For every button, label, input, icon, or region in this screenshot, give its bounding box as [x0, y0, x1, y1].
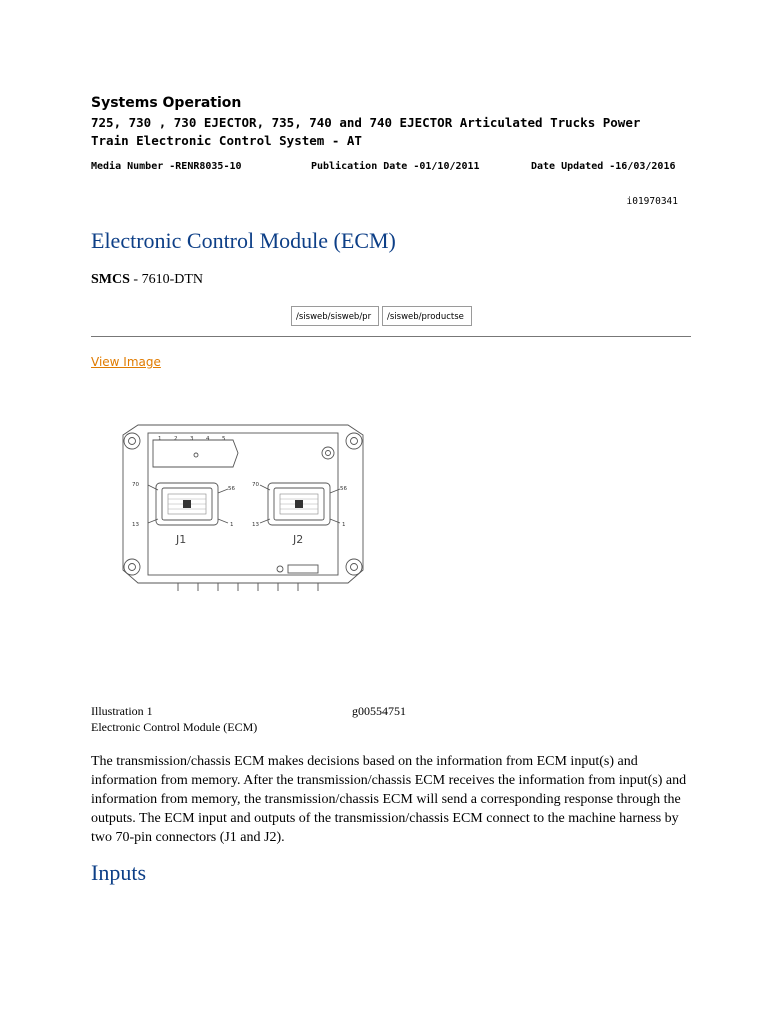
top-pin-label: 2	[174, 436, 178, 442]
pin-grid-j1	[168, 494, 206, 514]
pin-70-j2: 70	[252, 482, 259, 488]
divider	[91, 336, 691, 337]
j2-label: J2	[293, 533, 304, 546]
path-box-1[interactable]: /sisweb/sisweb/pr	[291, 306, 379, 326]
document-subtitle: 725, 730 , 730 EJECTOR, 735, 740 and 740 EJECTOR Articulated Trucks Power Train Electronic Control System - AT	[91, 115, 641, 148]
view-image-link[interactable]: View Image	[91, 355, 161, 369]
mount-hole-icon	[346, 433, 362, 449]
top-pin-label: 1	[158, 436, 162, 442]
figure-caption	[91, 703, 451, 735]
top-pin-label: 3	[190, 436, 194, 442]
inputs-heading: Inputs	[91, 860, 146, 885]
media-number: Media Number -RENR8035-10	[91, 161, 242, 172]
ecm-housing	[123, 425, 363, 583]
date-updated: Date Updated -16/03/2016	[531, 161, 676, 172]
mount-hole-icon	[346, 559, 362, 575]
document-header	[91, 94, 691, 150]
caption-text: Electronic Control Module (ECM)	[91, 720, 258, 734]
top-pin-label: 5	[222, 436, 226, 442]
illustration-number: Illustration 1	[91, 704, 153, 718]
j1-label: J1	[176, 533, 187, 546]
smcs-value: - 7610-DTN	[129, 272, 204, 287]
publication-date: Publication Date -01/10/2011	[311, 161, 480, 172]
section-title: Electronic Control Module (ECM)	[91, 228, 396, 253]
bottom-connector	[288, 565, 318, 573]
mount-hole-icon	[124, 559, 140, 575]
body-paragraph: The transmission/chassis ECM makes decisions based on the information from ECM input(s) and information from memory. After the transmission/chassis ECM receives the information from input(s) and information from memory, the transmission/chassis ECM will send a corresponding response through the outputs. The ECM input and outputs of the transmission/chassis ECM connect to the machine harness by two 70-pin connectors (J1 and J2).	[91, 754, 687, 845]
document-id: i01970341	[626, 196, 678, 207]
pin-56-j2: 56	[340, 486, 347, 492]
ecm-illustration	[118, 405, 368, 605]
top-pin-label: 4	[206, 436, 210, 442]
pin-56-j1: 56	[228, 486, 235, 492]
pin-1-j1: 1	[230, 522, 234, 528]
path-boxes	[291, 306, 475, 326]
smcs-code	[91, 272, 203, 288]
document-title: Systems Operation	[91, 95, 242, 111]
pin-grid-j2	[280, 494, 318, 514]
figure-id: g00554751	[352, 704, 406, 718]
pin-13-j2: 13	[252, 522, 259, 528]
pin-70-j1: 70	[132, 482, 139, 488]
pin-1-j2: 1	[342, 522, 346, 528]
mount-hole-icon	[124, 433, 140, 449]
pin-13-j1: 13	[132, 522, 139, 528]
path-box-2[interactable]: /sisweb/productse	[382, 306, 472, 326]
smcs-label: SMCS	[91, 272, 130, 287]
